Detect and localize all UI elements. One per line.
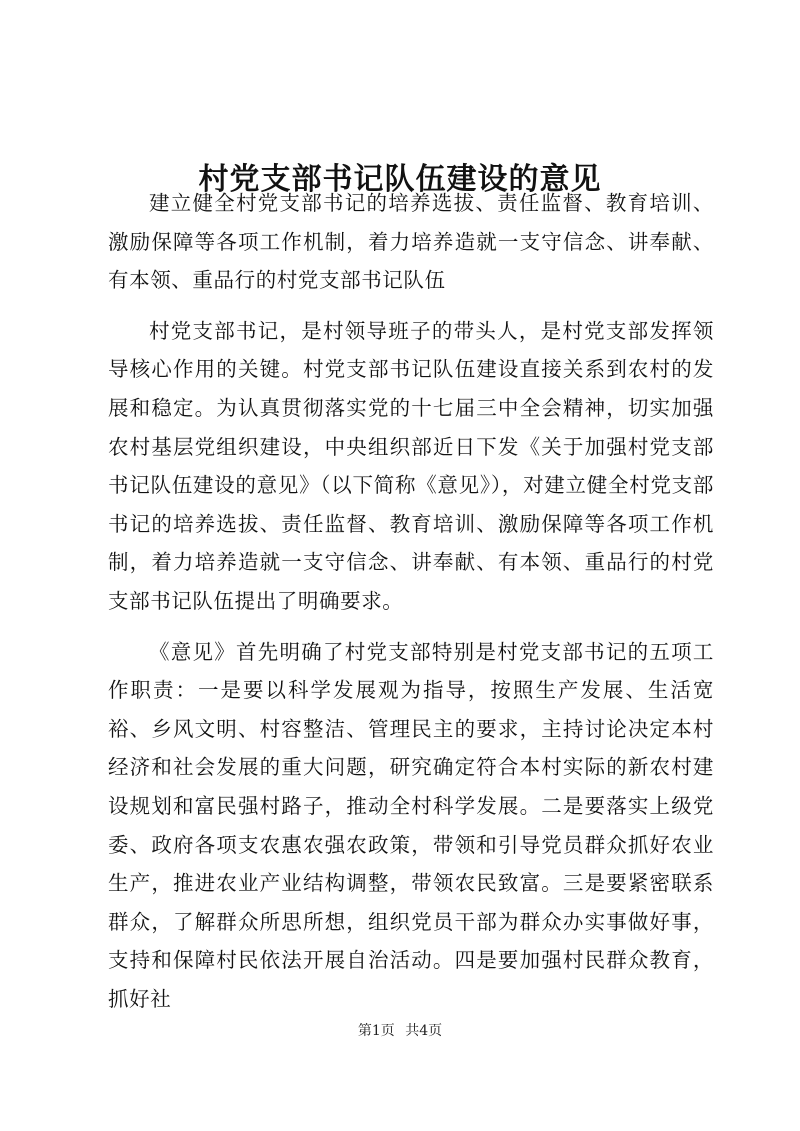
page-number-current: 第1页: [357, 1023, 395, 1039]
document-body: [108, 184, 714, 1030]
page-number-total: 共4页: [405, 1023, 443, 1039]
page-footer: [0, 1021, 800, 1041]
paragraph-2: 村党支部书记，是村领导班子的带头人，是村党支部发挥领导核心作用的关键。村党支部书记队伍建设直接关系到农村的发展和稳定。为认真贯彻落实党的十七届三中全会精神，切实加强农村基层党组织建设，中央组织部近日下发《关于加强村党支部书记队伍建设的意见》（以下简称《意见》），对建立健全村党支部书记的培养选拔、责任监督、教育培训、激励保障等各项工作机制，着力培养造就一支守信念、讲奉献、有本领、重品行的村党支部书记队伍提出了明确要求。: [108, 318, 714, 613]
paragraph-3: 《意见》首先明确了村党支部特别是村党支部书记的五项工作职责：一是要以科学发展观为指导，按照生产发展、生活宽裕、乡风文明、村容整洁、管理民主的要求，主持讨论决定本村经济和社会发展的重大问题，研究确定符合本村实际的新农村建设规划和富民强村路子，推动全村科学发展。二是要落实上级党委、政府各项支农惠农强农政策，带领和引导党员群众抓好农业生产，推进农业产业结构调整，带领农民致富。三是要紧密联系群众，了解群众所思所想，组织党员干部为群众办实事做好事，支持和保障村民依法开展自治活动。四是要加强村民群众教育，抓好社: [108, 639, 714, 1011]
document-title: 村党支部书记队伍建设的意见: [198, 162, 602, 198]
paragraph-1: 建立健全村党支部书记的培养选拔、责任监督、教育培训、激励保障等各项工作机制，着力培养造就一支守信念、讲奉献、有本领、重品行的村党支部书记队伍: [108, 191, 714, 293]
